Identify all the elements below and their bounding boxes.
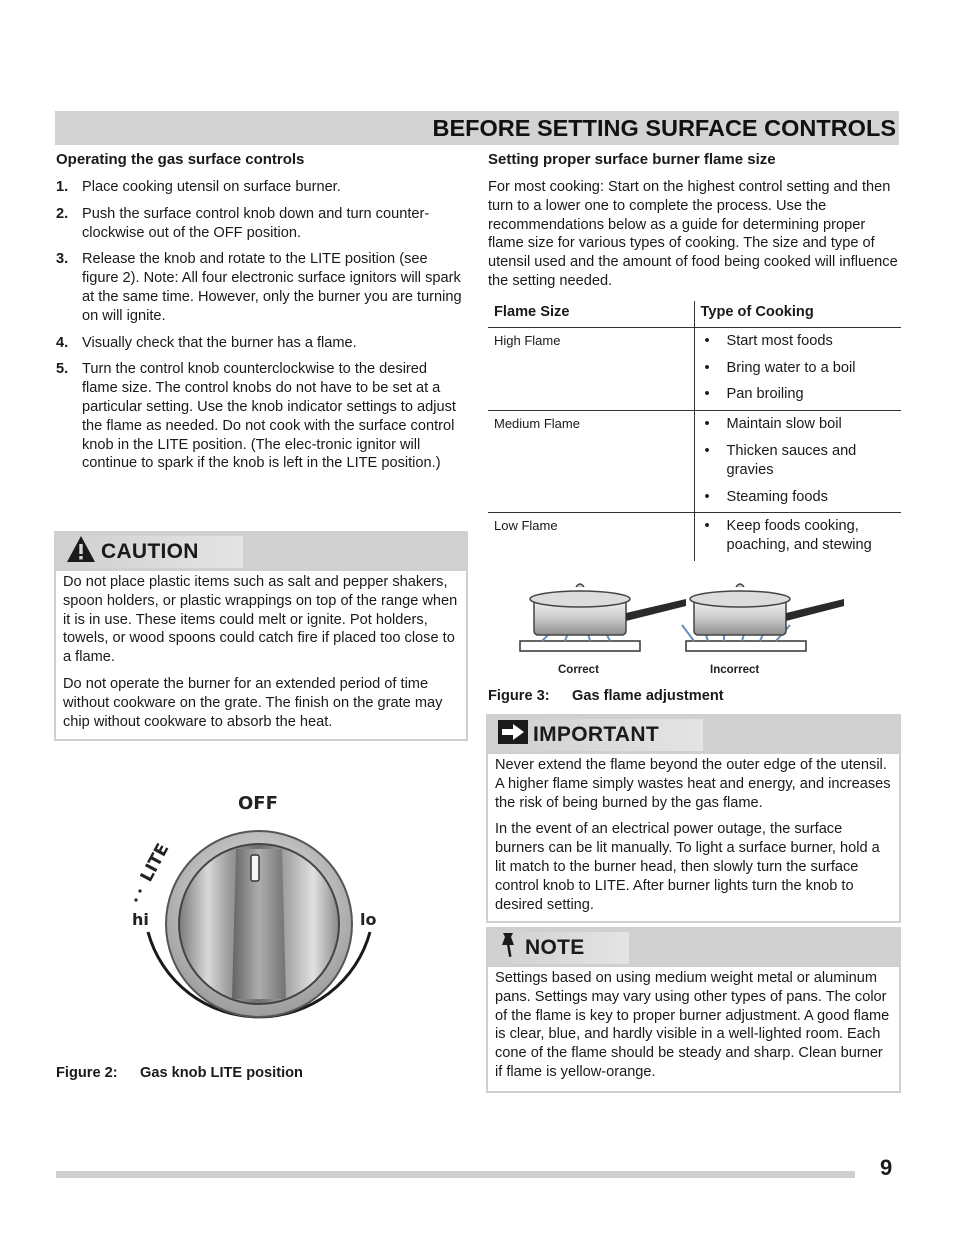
table-header-cooking: Type of Cooking [694,301,901,327]
cooking-cell [694,327,901,410]
page-title: BEFORE SETTING SURFACE CONTROLS [432,115,896,141]
incorrect-pan [682,584,844,651]
important-tag [494,719,703,751]
right-intro: For most cooking: Start on the highest control setting and then turn to a lower one to complete the process. Use the recommendations below as a guide for determining proper flame size for various types of cooking. The size and type of utensil used and the amount of food being cooked will influence the setting needed. [488,179,898,289]
cooking-item-text: Start most foods [726,332,833,349]
cooking-item [701,359,896,378]
step-number: 4. [56,334,69,351]
knob-lo-label: lo [360,910,377,929]
caution-tag [62,536,243,568]
knob-lite-label: LITE [136,840,174,886]
knob-off-label: OFF [238,793,278,814]
bullet: • [704,442,710,459]
cooking-item [701,442,896,480]
figure3-caption [488,687,724,706]
lite-dot [138,889,141,892]
step-item [56,205,466,243]
cooking-cell [694,411,901,513]
right-heading: Setting proper surface burner flame size [488,151,776,168]
step-number: 5. [56,361,69,378]
step-number: 2. [56,205,69,222]
caution-paragraph: Do not operate the burner for an extended period of time without cookware on the grate. The finish on the grate may chip without cookware to absorb the heat. [63,675,443,730]
bullet: • [704,386,710,403]
correct-label: Correct [558,664,599,676]
step-text: Release the knob and rotate to the LITE position (see figure 2). Note: All four electronic surface ignitors will spark at the same time. However, only the burner you are turning on will ignite. [82,251,462,324]
caution-header [56,533,466,571]
page-number: 9 [880,1155,893,1180]
step-item [56,360,466,473]
knob-indicator [251,855,259,881]
figure3-number: Figure 3: [488,688,550,704]
bullet: • [704,332,710,349]
flame-cell: High Flame [488,327,694,410]
section-header-bar [55,111,899,145]
note-label: NOTE [525,935,585,959]
important-paragraph: In the event of an electrical power outage, the surface burners can be lit manually. To light a surface burner, hold a lit match to the burner head, then slowly turn the surface control knob to LITE. After burner lights turn the knob to desired setting. [495,821,880,913]
arrow-right-icon [498,719,528,751]
warning-triangle-icon [66,535,96,569]
step-text: Place cooking utensil on surface burner. [82,179,341,195]
table-header-row [488,301,901,327]
step-number: 1. [56,179,69,195]
note-tag [494,932,629,964]
note-paragraph: Settings based on using medium weight metal or aluminum pans. Settings may vary using other types of pans. The color of the flame is key to proper burner adjustment. A good flame is clear, blue, and hardly visible in a well-lighted room. Each cone of the flame should be steady and sharp. Clean burner if flame is yellow-orange. [495,970,890,1080]
footer-bar [56,1171,855,1178]
bullet: • [704,359,710,376]
table-row [488,411,901,513]
caution-body [56,571,466,745]
note-header [488,929,899,967]
caution-paragraph: Do not place plastic items such as salt and pepper shakers, spoon holders, or plastic wrappings on top of the range when it is in use. These items could melt or ignite. Pot holders, towels, or wood spoons could catch fire if placed too close to a flame. [63,574,458,666]
flame-cell: Low Flame [488,513,694,561]
cooking-item-text: Bring water to a boil [726,359,856,376]
important-header [488,716,899,754]
note-body [488,967,899,1096]
cooking-item-text: Maintain slow boil [726,416,842,433]
cooking-item-text: Steaming foods [726,488,828,505]
gas-knob-figure [120,785,400,1045]
important-body [488,754,899,928]
steps-list [56,178,466,473]
bullet: • [704,488,710,505]
step-number: 3. [56,251,69,268]
cooking-item-text: Keep foods cooking, poaching, and stewing [726,518,872,554]
right-column [488,150,901,297]
correct-pan [520,584,686,651]
bullet: • [704,416,710,433]
left-column [56,150,466,481]
important-box [486,714,901,923]
gas-flame-figure [510,575,860,680]
table-row [488,513,901,561]
caution-box [54,531,468,741]
cooking-item [701,332,896,351]
lite-dot [134,898,137,901]
figure2-number: Figure 2: [56,1065,118,1081]
figure3-title: Gas flame adjustment [572,688,724,704]
cooking-item [701,517,896,555]
incorrect-label: Incorrect [710,664,760,676]
cooking-item [701,385,896,404]
figure2-caption [56,1064,303,1083]
note-box [486,927,901,1093]
caution-label: CAUTION [101,539,199,563]
important-paragraph: Never extend the flame beyond the outer edge of the utensil. A higher flame simply wastes heat and energy, and increases the risk of being burned by the gas flame. [495,757,891,811]
cooking-item [701,488,896,507]
left-heading: Operating the gas surface controls [56,151,305,168]
pushpin-icon [498,931,520,965]
step-text: Push the surface control knob down and turn counter-clockwise out of the OFF position. [82,205,430,241]
important-label: IMPORTANT [533,722,659,746]
flame-cell: Medium Flame [488,411,694,513]
knob-hi-label: hi [132,910,149,929]
cooking-cell [694,513,901,561]
step-item [56,178,466,197]
cooking-item-text: Pan broiling [726,386,804,403]
step-text: Visually check that the burner has a flame. [82,334,357,351]
step-item [56,334,466,353]
step-text: Turn the control knob counterclockwise to the desired flame size. The control knobs do not have to be set at a particular setting. Use the knob indicator settings to adjust the flame as needed. Do not cook with the surface control knob in the LITE position. (The elec-tronic ignitor will continue to spark if the knob is left in the LITE position.) [82,361,456,472]
table-header-flame: Flame Size [488,301,694,327]
table-row [488,327,901,410]
cooking-item [701,415,896,434]
flame-size-table [488,301,901,561]
figure2-title: Gas knob LITE position [140,1065,303,1081]
cooking-item-text: Thicken sauces and gravies [726,442,857,478]
bullet: • [704,518,710,535]
step-item [56,250,466,325]
